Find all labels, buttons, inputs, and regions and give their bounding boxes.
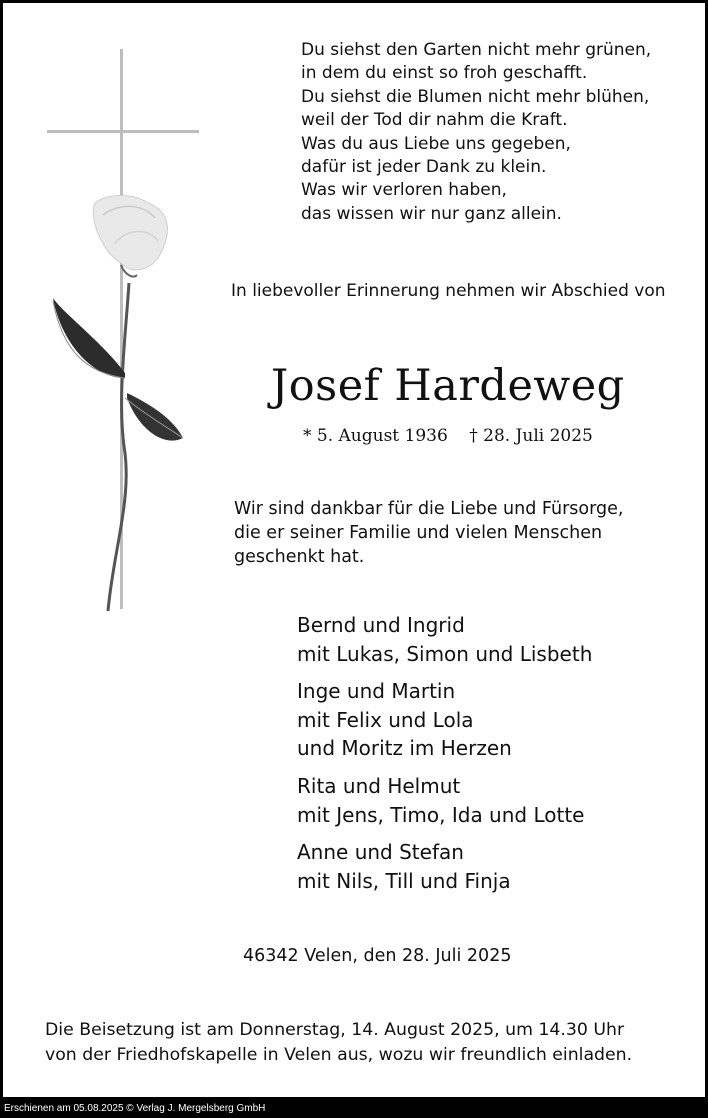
family-line: mit Lukas, Simon und Lisbeth [297,641,593,666]
birth-date: * 5. August 1936 [303,426,448,446]
poem-line: das wissen wir nur ganz allein. [301,203,562,224]
family-line: mit Jens, Timo, Ida und Lotte [297,802,585,827]
gratitude-text [234,497,664,569]
poem-line: dafür ist jeder Dank zu klein. [301,157,547,178]
funeral-notice [45,1018,632,1067]
place-and-date: 46342 Velen, den 28. Juli 2025 [243,946,512,966]
funeral-line: Die Beisetzung ist am Donnerstag, 14. August 2025, um 14.30 Uhr [45,1020,625,1040]
family-line: Bernd und Ingrid [297,613,465,637]
life-dates [303,426,593,446]
mourners-list [297,611,592,904]
poem-line: Du siehst den Garten nicht mehr grünen, [301,40,652,60]
family-group [297,611,592,668]
poem [301,39,651,226]
family-line: und Moritz im Herzen [297,736,512,761]
poem-line: weil der Tod dir nahm die Kraft. [301,110,568,131]
rose-icon [53,196,183,612]
gratitude-line: geschenkt hat. [234,547,365,567]
family-line: Inge und Martin [297,679,456,704]
publication-footer [0,1100,708,1118]
cross-with-rose-illustration [33,43,223,618]
family-line: mit Nils, Till und Finja [297,868,511,893]
family-group [297,677,592,763]
poem-line: Was wir verloren haben, [301,180,507,201]
family-line: Anne und Stefan [297,840,464,865]
deceased-name: Josef Hardeweg [271,361,625,411]
family-group [297,838,592,895]
family-line: mit Felix und Lola [297,707,474,732]
family-line: Rita und Helmut [297,773,461,798]
poem-line: Was du aus Liebe uns gegeben, [301,133,571,154]
poem-line: Du siehst die Blumen nicht mehr blühen, [301,86,650,107]
funeral-line: von der Friedhofskapelle in Velen aus, wozu wir freundlich einladen. [45,1044,633,1065]
poem-line: in dem du einst so froh geschafft. [301,63,588,84]
death-date: † 28. Juli 2025 [469,426,593,446]
farewell-intro: In liebevoller Erinnerung nehmen wir Abschied von [231,281,666,301]
family-group [297,772,592,829]
footer-text: Erschienen am 05.08.2025 © Verlag J. Mergelsberg GmbH [4,1103,266,1114]
gratitude-line: die er seiner Familie und vielen Menschen [234,523,603,543]
gratitude-line: Wir sind dankbar für die Liebe und Fürsorge, [234,499,624,519]
